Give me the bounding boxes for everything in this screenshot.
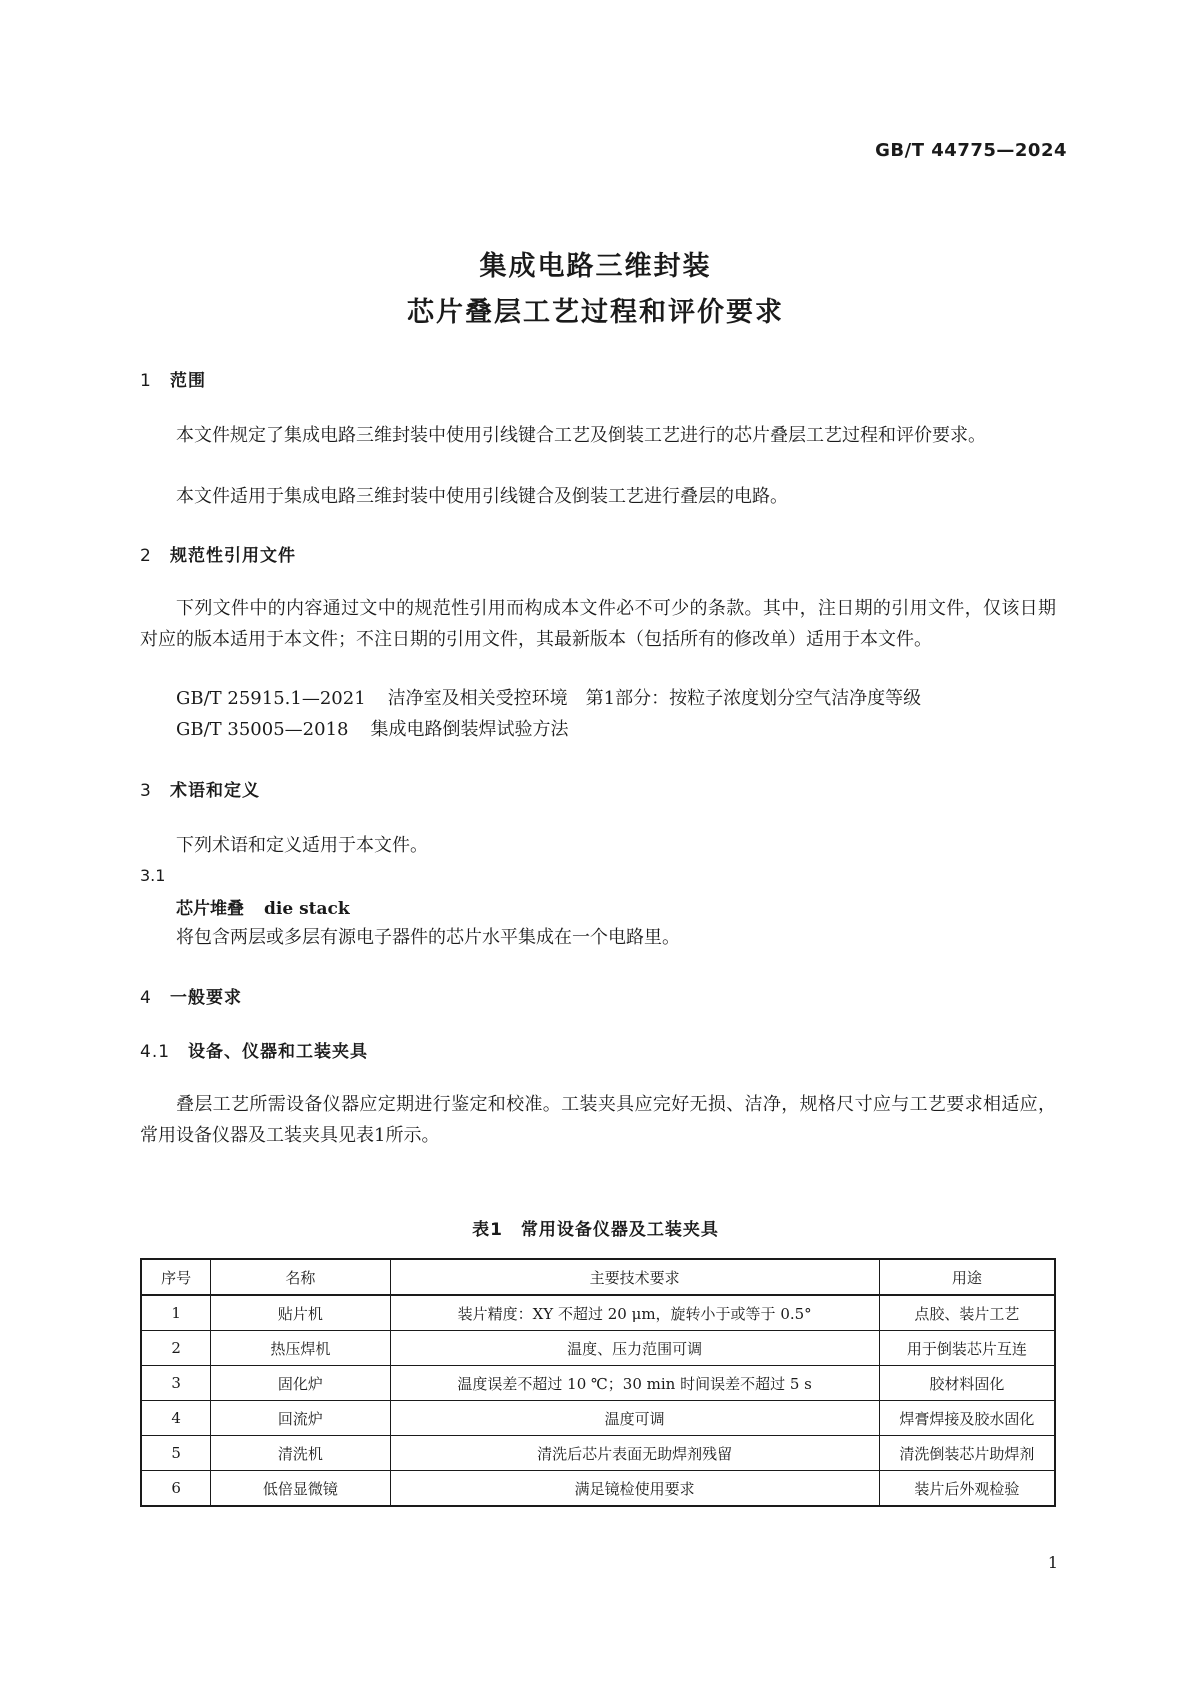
table-header-row xyxy=(141,1259,1055,1295)
terms-intro: 下列术语和定义适用于本文件。 xyxy=(176,835,428,856)
table-cell: 胶材料固化 xyxy=(879,1366,1055,1401)
section-number: 4 xyxy=(140,988,152,1008)
scope-paragraph-2: 本文件适用于集成电路三维封装中使用引线键合及倒装工艺进行叠层的电路。 xyxy=(176,486,788,507)
reference-code: GB/T 25915.1—2021 xyxy=(176,688,366,709)
section-number: 3 xyxy=(140,781,152,801)
section-heading-normative-references xyxy=(140,541,296,566)
subsection-number: 4.1 xyxy=(140,1042,171,1062)
term-name-cn: 芯片堆叠 xyxy=(176,899,244,919)
table-cell: 3 xyxy=(141,1366,211,1401)
table-row xyxy=(141,1331,1055,1366)
table-row xyxy=(141,1295,1055,1331)
table-cell: 焊膏焊接及胶水固化 xyxy=(879,1401,1055,1436)
table-cell: 贴片机 xyxy=(211,1295,390,1331)
reference-title: 洁净室及相关受控环境 第1部分：按粒子浓度划分空气洁净度等级 xyxy=(387,688,922,709)
table-row xyxy=(141,1366,1055,1401)
table-header-cell: 用途 xyxy=(879,1259,1055,1295)
standard-code: GB/T 44775—2024 xyxy=(875,140,1067,161)
section-title: 一般要求 xyxy=(170,988,242,1008)
table-caption: 表1 常用设备仪器及工装夹具 xyxy=(472,1220,719,1240)
document-title-line1: 集成电路三维封装 xyxy=(479,251,712,282)
table-header-cell: 主要技术要求 xyxy=(390,1259,879,1295)
reference-code: GB/T 35005—2018 xyxy=(176,719,349,740)
table-cell: 2 xyxy=(141,1331,211,1366)
subsection-heading-equipment xyxy=(140,1037,368,1062)
table-cell: 装片精度：XY 不超过 20 μm，旋转小于或等于 0.5° xyxy=(390,1295,879,1331)
table-cell: 5 xyxy=(141,1436,211,1471)
table-cell: 4 xyxy=(141,1401,211,1436)
table-cell: 1 xyxy=(141,1295,211,1331)
equipment-table xyxy=(140,1258,1056,1507)
table-cell: 热压焊机 xyxy=(211,1331,390,1366)
section-title: 规范性引用文件 xyxy=(170,546,296,566)
table-cell: 装片后外观检验 xyxy=(879,1471,1055,1507)
table-cell: 清洗机 xyxy=(211,1436,390,1471)
table-header-cell: 序号 xyxy=(141,1259,211,1295)
page-number: 1 xyxy=(1047,1553,1058,1572)
table-cell: 6 xyxy=(141,1471,211,1507)
table-cell: 回流炉 xyxy=(211,1401,390,1436)
section-number: 2 xyxy=(140,546,152,566)
reference-title: 集成电路倒装焊试验方法 xyxy=(370,719,569,740)
table-cell: 温度可调 xyxy=(390,1401,879,1436)
reference-item-2 xyxy=(176,714,568,745)
equipment-paragraph: 叠层工艺所需设备仪器应定期进行鉴定和校准。工装夹具应完好无损、洁净，规格尺寸应与工艺要求相适应，常用设备仪器及工装夹具见表1所示。 xyxy=(140,1094,1056,1146)
table-cell: 清洗倒装芯片助焊剂 xyxy=(879,1436,1055,1471)
table-row xyxy=(141,1401,1055,1436)
term-name xyxy=(176,894,350,919)
table-cell: 温度误差不超过 10 ℃；30 min 时间误差不超过 5 s xyxy=(390,1366,879,1401)
table-cell: 满足镜检使用要求 xyxy=(390,1471,879,1507)
section-heading-terms xyxy=(140,776,260,801)
table-cell: 温度、压力范围可调 xyxy=(390,1331,879,1366)
document-title-line2: 芯片叠层工艺过程和评价要求 xyxy=(407,297,784,328)
section-title: 范围 xyxy=(170,371,206,391)
section-heading-general-requirements xyxy=(140,983,242,1008)
references-paragraph: 下列文件中的内容通过文中的规范性引用而构成本文件必不可少的条款。其中，注日期的引用文件，仅该日期对应的版本适用于本文件；不注日期的引用文件，其最新版本（包括所有的修改单）适用于本文件。 xyxy=(140,598,1056,650)
table-cell: 点胶、装片工艺 xyxy=(879,1295,1055,1331)
term-definition: 将包含两层或多层有源电子器件的芯片水平集成在一个电路里。 xyxy=(176,927,680,948)
section-number: 1 xyxy=(140,371,152,391)
section-heading-scope xyxy=(140,366,206,391)
section-title: 术语和定义 xyxy=(170,781,260,801)
term-name-en: die stack xyxy=(264,899,350,919)
reference-item-1 xyxy=(176,683,921,714)
term-number: 3.1 xyxy=(140,866,166,885)
table-cell: 用于倒装芯片互连 xyxy=(879,1331,1055,1366)
table-cell: 低倍显微镜 xyxy=(211,1471,390,1507)
table-cell: 清洗后芯片表面无助焊剂残留 xyxy=(390,1436,879,1471)
subsection-title: 设备、仪器和工装夹具 xyxy=(188,1042,368,1062)
table-header-cell: 名称 xyxy=(211,1259,390,1295)
table-row xyxy=(141,1471,1055,1507)
table-cell: 固化炉 xyxy=(211,1366,390,1401)
scope-paragraph-1: 本文件规定了集成电路三维封装中使用引线键合工艺及倒装工艺进行的芯片叠层工艺过程和评价要求。 xyxy=(176,425,986,446)
table-row xyxy=(141,1436,1055,1471)
